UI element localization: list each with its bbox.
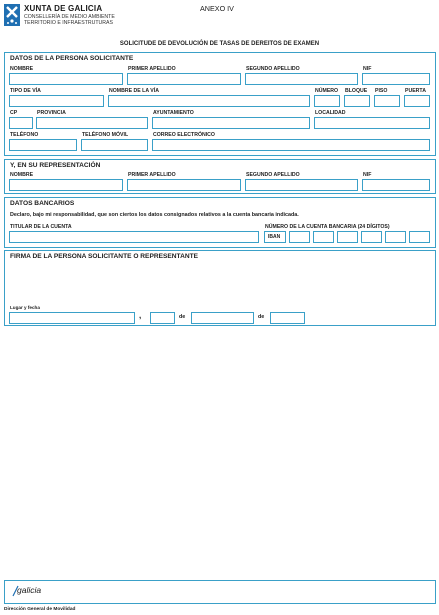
input-localidad[interactable] xyxy=(314,117,430,129)
section-firma-title: FIRMA DE LA PERSONA SOLICITANTE O REPRESENTANTE xyxy=(10,253,199,260)
bancarios-declaration: Declaro, bajo mi responsabilidad, que son ciertos los datos consignados relativos a la cuenta bancaria indicada. xyxy=(10,212,299,218)
input-correo[interactable] xyxy=(152,139,430,151)
input-nombre[interactable] xyxy=(9,73,123,85)
footer-box xyxy=(4,580,436,604)
label-numero-cuenta: NÚMERO DE LA CUENTA BANCARIA (24 DÍGITOS) xyxy=(265,224,390,230)
label-primer-apellido: PRIMER APELLIDO xyxy=(128,66,176,72)
input-cuenta-5[interactable] xyxy=(385,231,406,243)
input-cuenta-1[interactable] xyxy=(289,231,310,243)
input-cp[interactable] xyxy=(9,117,33,129)
input-tipo-via[interactable] xyxy=(9,95,104,107)
input-rep-segundo-apellido[interactable] xyxy=(245,179,358,191)
logo-subtitle-2: TERRITORIO E INFRAESTRUTURAS xyxy=(24,20,113,26)
label-telefono: TELÉFONO xyxy=(10,132,39,138)
input-cuenta-6[interactable] xyxy=(409,231,430,243)
label-rep-primer-apellido: PRIMER APELLIDO xyxy=(128,172,176,178)
label-ayuntamiento: AYUNTAMIENTO xyxy=(153,110,194,116)
label-nombre-via: NOMBRE DE LA VÍA xyxy=(109,88,159,94)
xunta-logo xyxy=(4,4,20,26)
input-telefono[interactable] xyxy=(9,139,77,151)
label-cp: CP xyxy=(10,110,18,116)
label-nombre: NOMBRE xyxy=(10,66,34,72)
section-representacion-title: Y, EN SU REPRESENTACIÓN xyxy=(10,162,101,169)
label-rep-nombre: NOMBRE xyxy=(10,172,34,178)
input-puerta[interactable] xyxy=(404,95,430,107)
input-cuenta-2[interactable] xyxy=(313,231,334,243)
input-segundo-apellido[interactable] xyxy=(245,73,358,85)
input-titular[interactable] xyxy=(9,231,259,243)
label-telefono-movil: TELÉFONO MÓVIL xyxy=(82,132,129,138)
footer-logo-text: galicia xyxy=(17,585,42,595)
section-bancarios-title: DATOS BANCARIOS xyxy=(10,200,75,207)
iban-label: IBAN xyxy=(268,234,281,240)
input-ayuntamiento[interactable] xyxy=(152,117,310,129)
annex-label: ANEXO IV xyxy=(200,4,234,13)
galicia-emblem-icon xyxy=(4,4,20,26)
input-primer-apellido[interactable] xyxy=(127,73,241,85)
input-nif[interactable] xyxy=(362,73,430,85)
label-provincia: PROVINCIA xyxy=(37,110,66,116)
input-piso[interactable] xyxy=(374,95,400,107)
galicia-footer-logo xyxy=(10,584,50,598)
input-rep-nif[interactable] xyxy=(362,179,430,191)
input-iban[interactable] xyxy=(264,231,286,243)
de-separator-2: de xyxy=(258,314,265,320)
label-numero: NÚMERO xyxy=(315,88,339,94)
input-numero[interactable] xyxy=(314,95,340,107)
footer-direccion: Dirección General de Movilidad xyxy=(4,607,76,612)
input-bloque[interactable] xyxy=(344,95,370,107)
input-provincia[interactable] xyxy=(36,117,148,129)
label-segundo-apellido: SEGUNDO APELLIDO xyxy=(246,66,300,72)
input-nombre-via[interactable] xyxy=(108,95,310,107)
label-lugar-fecha: Lugar y fecha xyxy=(10,305,40,310)
form-title: SOLICITUDE DE DEVOLUCIÓN DE TASAS DE DEREITOS DE EXAMEN xyxy=(119,41,320,47)
label-localidad: LOCALIDAD xyxy=(315,110,346,116)
label-piso: PISO xyxy=(375,88,388,94)
input-lugar[interactable] xyxy=(9,312,135,324)
input-cuenta-3[interactable] xyxy=(337,231,358,243)
input-dia[interactable] xyxy=(150,312,175,324)
label-puerta: PUERTA xyxy=(405,88,426,94)
logo-subtitle-1: CONSELLERÍA DE MEDIO AMBIENTE xyxy=(24,14,115,20)
section-solicitant-title: DATOS DE LA PERSONA SOLICITANTE xyxy=(10,55,134,62)
input-telefono-movil[interactable] xyxy=(81,139,148,151)
input-cuenta-4[interactable] xyxy=(361,231,382,243)
input-rep-nombre[interactable] xyxy=(9,179,123,191)
label-bloque: BLOQUE xyxy=(345,88,368,94)
label-titular: TITULAR DE LA CUENTA xyxy=(10,224,72,230)
comma-separator: , xyxy=(139,311,142,320)
label-tipo-via: TIPO DE VÍA xyxy=(10,88,41,94)
logo-title: XUNTA DE GALICIA xyxy=(24,4,103,13)
label-rep-nif: NIF xyxy=(363,172,372,178)
de-separator-1: de xyxy=(179,314,186,320)
label-nif: NIF xyxy=(363,66,372,72)
label-rep-segundo-apellido: SEGUNDO APELLIDO xyxy=(246,172,300,178)
input-rep-primer-apellido[interactable] xyxy=(127,179,241,191)
input-ano[interactable] xyxy=(270,312,305,324)
input-mes[interactable] xyxy=(191,312,254,324)
label-correo: CORREO ELECTRÓNICO xyxy=(153,132,215,138)
